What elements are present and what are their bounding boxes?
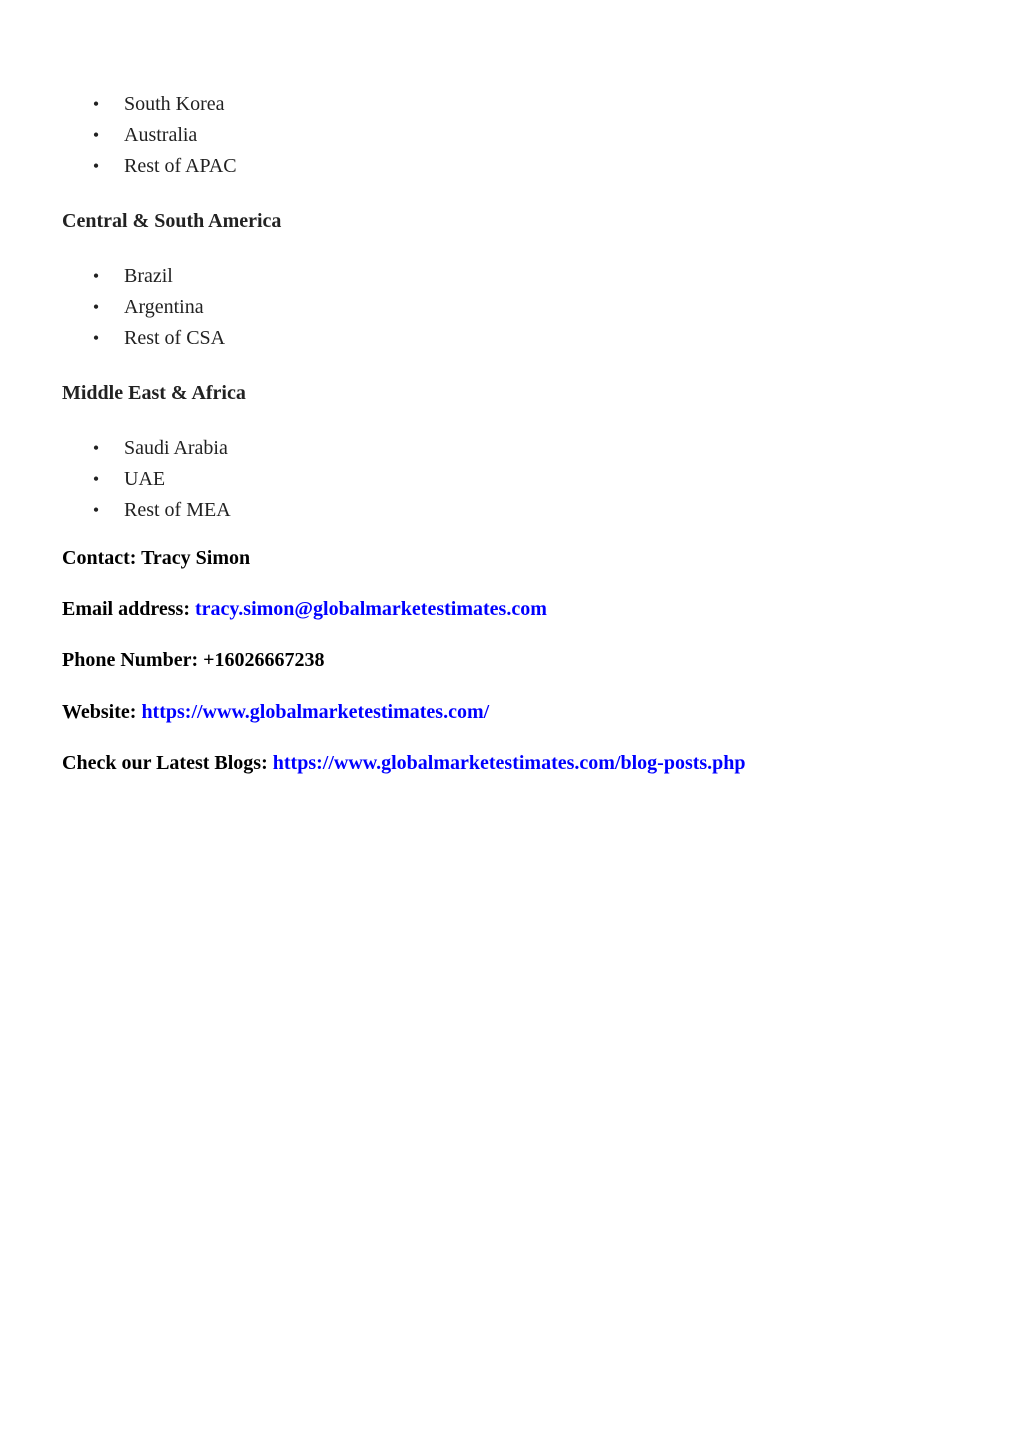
contact-website-line [62,700,489,724]
contact-phone: Phone Number: +16026667238 [62,649,325,671]
list-item-label: Rest of APAC [124,155,237,177]
bullet-icon: • [92,469,100,489]
bullet-icon: • [92,125,100,145]
email-link[interactable]: tracy.simon@globalmarketestimates.com [194,598,547,620]
website-label: Website: [62,701,137,723]
section-heading-mea: Middle East & Africa [62,382,246,404]
list-item-label: Argentina [124,296,204,318]
blogs-link[interactable]: https://www.globalmarketestimates.com/blog-posts.php [272,752,746,774]
list-item-label: South Korea [124,93,225,115]
contact-email-line [62,597,547,621]
list-item-label: UAE [124,468,166,490]
list-item-label: Australia [124,124,198,146]
contact-blogs-line [62,751,746,775]
bullet-icon: • [92,266,100,286]
list-item-label: Saudi Arabia [124,437,228,459]
list-item-label: Rest of MEA [124,499,231,521]
bullet-icon: • [92,328,100,348]
contact-name: Contact: Tracy Simon [62,547,251,569]
bullet-icon: • [92,438,100,458]
bullet-icon: • [92,500,100,520]
section-heading-csa: Central & South America [62,210,282,232]
bullet-icon: • [92,156,100,176]
list-item-label: Rest of CSA [124,327,226,349]
list-item-label: Brazil [124,265,173,287]
blogs-label: Check our Latest Blogs: [62,752,268,774]
website-link[interactable]: https://www.globalmarketestimates.com/ [141,701,490,723]
bullet-icon: • [92,94,100,114]
email-label: Email address: [62,598,190,620]
bullet-icon: • [92,297,100,317]
